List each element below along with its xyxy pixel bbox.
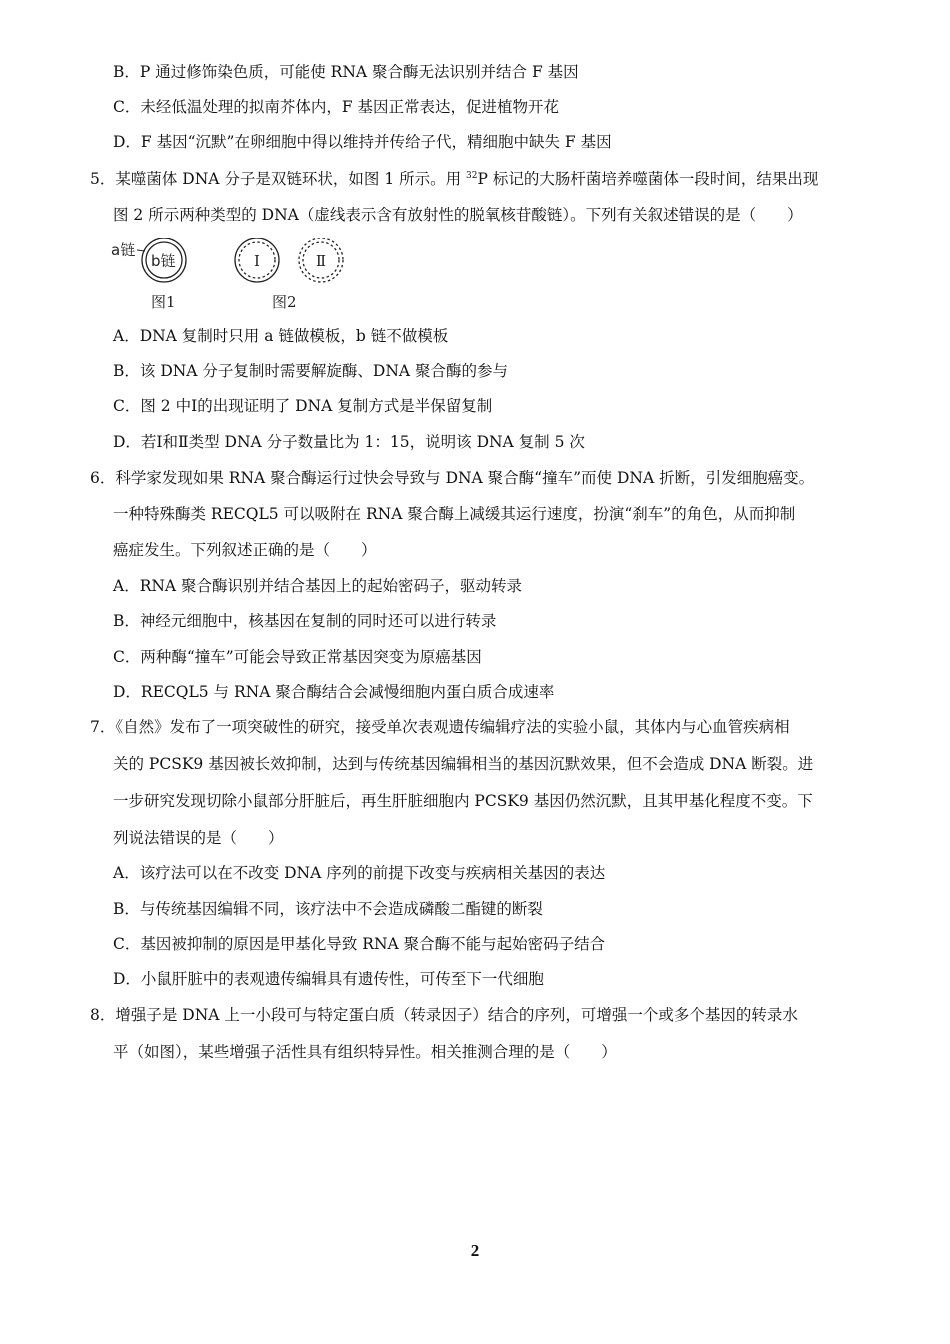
q6-stem-line2: 一种特殊酶类 RECQL5 可以吸附在 RNA 聚合酶上减缓其运行速度，扮演“刹车”的角色，从而抑制	[113, 505, 796, 523]
q8-stem-line2: 平（如图），某些增强子活性具有组织特异性。相关推测合理的是（ ）	[113, 1043, 617, 1061]
q5-stem-part2: P 标记的大肠杆菌培养噬菌体一段时间，结果出现	[477, 170, 819, 188]
q5-option-a: A．DNA 复制时只用 a 链做模板，b 链不做模板	[113, 327, 449, 345]
fig1-caption: 图1	[151, 293, 176, 311]
fig2-ring1-label: Ⅰ	[254, 252, 260, 270]
fig2-caption: 图2	[272, 293, 297, 311]
q5-option-c: C．图 2 中Ⅰ的出现证明了 DNA 复制方式是半保留复制	[113, 397, 493, 415]
dna-ring-figure	[105, 238, 365, 318]
q8-stem-line1: 8．增强子是 DNA 上一小段可与特定蛋白质（转录因子）结合的序列，可增强一个或多个基因的转录水	[90, 1006, 798, 1024]
q5-option-d: D．若Ⅰ和Ⅱ类型 DNA 分子数量比为 1：15，说明该 DNA 复制 5 次	[113, 433, 585, 451]
q6-option-b: B．神经元细胞中，核基因在复制的同时还可以进行转录	[113, 612, 497, 630]
q6-option-c: C．两种酶“撞车”可能会导致正常基因突变为原癌基因	[113, 648, 482, 666]
q5-superscript: 32	[466, 171, 478, 181]
q7-stem-line4: 列说法错误的是（ ）	[113, 829, 284, 847]
page-number: 2	[470, 1241, 480, 1260]
q5-stem-line2: 图 2 所示两种类型的 DNA（虚线表示含有放射性的脱氧核苷酸链）。下列有关叙述错误的是（ ）	[113, 206, 803, 224]
q5-stem-line1	[90, 168, 818, 190]
q7-option-d: D．小鼠肝脏中的表观遗传编辑具有遗传性，可传至下一代细胞	[113, 970, 544, 988]
q6-stem-line1: 6．科学家发现如果 RNA 聚合酶运行过快会导致与 DNA 聚合酶“撞车”而使 DNA 折断，引发细胞癌变。	[90, 469, 815, 487]
q7-option-a: A．该疗法可以在不改变 DNA 序列的前提下改变与疾病相关基因的表达	[113, 864, 606, 882]
fig2-ring2-label: Ⅱ	[315, 252, 327, 270]
q6-stem-line3: 癌症发生。下列叙述正确的是（ ）	[113, 541, 377, 559]
q7-option-c: C．基因被抑制的原因是甲基化导致 RNA 聚合酶不能与起始密码子结合	[113, 935, 606, 953]
q7-stem-line1: 7．《自然》发布了一项突破性的研究，接受单次表观遗传编辑疗法的实验小鼠，其体内与心血管疾病相	[90, 718, 790, 736]
q6-option-a: A．RNA 聚合酶识别并结合基因上的起始密码子，驱动转录	[113, 577, 523, 595]
q6-option-d: D．RECQL5 与 RNA 聚合酶结合会减慢细胞内蛋白质合成速率	[113, 683, 555, 701]
q7-stem-line2: 关的 PCSK9 基因被长效抑制，达到与传统基因编辑相当的基因沉默效果，但不会造成 DNA 断裂。进	[113, 755, 814, 773]
fig1-b-label: b链	[151, 252, 176, 270]
fig1-a-label: a链	[111, 241, 136, 259]
q4-option-d: D．F 基因“沉默”在卵细胞中得以维持并传给子代，精细胞中缺失 F 基因	[113, 133, 612, 151]
dna-ring-diagram	[105, 238, 365, 318]
q7-stem-line3: 一步研究发现切除小鼠部分肝脏后，再生肝脏细胞内 PCSK9 基因仍然沉默，且其甲基化程度不变。下	[113, 792, 813, 810]
q4-option-c: C．未经低温处理的拟南芥体内，F 基因正常表达，促进植物开花	[113, 98, 560, 116]
q7-option-b: B．与传统基因编辑不同，该疗法中不会造成磷酸二酯键的断裂	[113, 900, 543, 918]
q4-option-b: B．P 通过修饰染色质，可能使 RNA 聚合酶无法识别并结合 F 基因	[113, 63, 579, 81]
q5-option-b: B．该 DNA 分子复制时需要解旋酶、DNA 聚合酶的参与	[113, 362, 509, 380]
q5-stem-part1: 5．某噬菌体 DNA 分子是双链环状，如图 1 所示。用	[90, 170, 467, 188]
